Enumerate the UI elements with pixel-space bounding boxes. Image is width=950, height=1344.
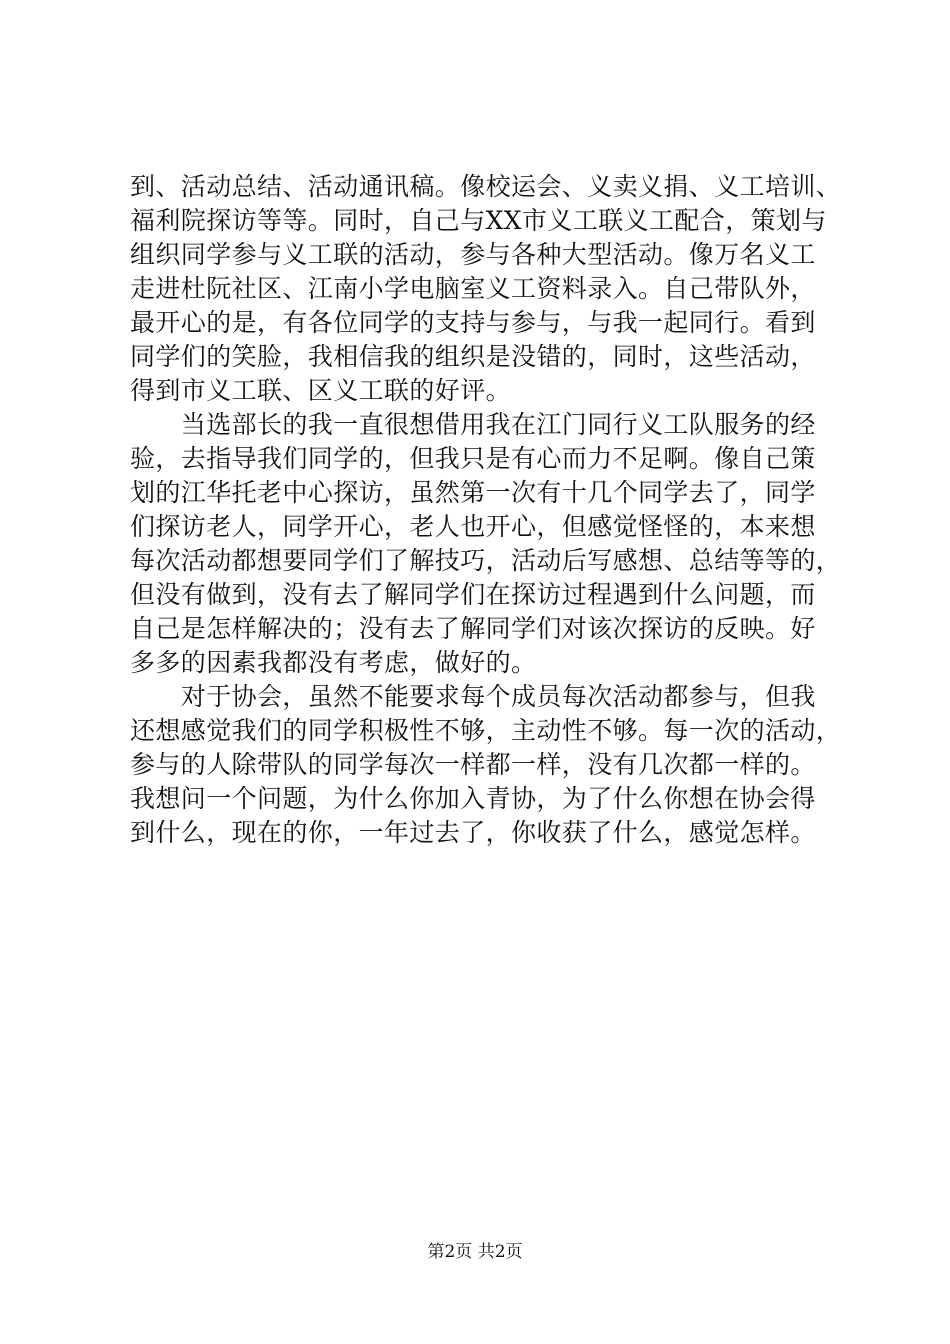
page-footer: 第2页 共2页 bbox=[427, 1242, 523, 1262]
text-line: 还想感觉我们的同学积极性不够，主动性不够。每一次的活动， bbox=[130, 716, 842, 745]
document-body bbox=[130, 170, 850, 850]
text-line: 参与的人除带队的同学每次一样都一样，没有几次都一样的。 bbox=[130, 750, 816, 779]
text-line: 得到市义工联、区义工联的好评。 bbox=[130, 376, 512, 405]
text-line: 但没有做到，没有去了解同学们在探访过程遇到什么问题，而 bbox=[130, 580, 816, 609]
text-line: 多多的因素我都没有考虑，做好的。 bbox=[130, 648, 537, 677]
text-line: 验，去指导我们同学的，但我只是有心而力不足啊。像自己策 bbox=[130, 444, 816, 473]
text-line: 福利院探访等等。同时，自己与XX市义工联义工配合，策划与 bbox=[130, 206, 827, 235]
text-line: 自己是怎样解决的；没有去了解同学们对该次探访的反映。好 bbox=[130, 614, 816, 643]
text-line: 到、活动总结、活动通讯稿。像校运会、义卖义捐、义工培训、 bbox=[130, 172, 842, 201]
text-line: 走进杜阮社区、江南小学电脑室义工资料录入。自己带队外， bbox=[130, 274, 816, 303]
text-line: 划的江华托老中心探访，虽然第一次有十几个同学去了，同学 bbox=[130, 478, 816, 507]
text-line: 最开心的是，有各位同学的支持与参与，与我一起同行。看到 bbox=[130, 308, 816, 337]
text-line: 同学们的笑脸，我相信我的组织是没错的，同时，这些活动， bbox=[130, 342, 816, 371]
text-line: 我想问一个问题，为什么你加入青协，为了什么你想在协会得 bbox=[130, 784, 816, 813]
text-line: 组织同学参与义工联的活动，参与各种大型活动。像万名义工 bbox=[130, 240, 816, 269]
text-line: 到什么，现在的你，一年过去了，你收获了什么，感觉怎样。 bbox=[130, 818, 816, 847]
paragraph-start-line: 当选部长的我一直很想借用我在江门同行义工队服务的经 bbox=[130, 410, 816, 439]
text-line: 们探访老人，同学开心，老人也开心，但感觉怪怪的，本来想 bbox=[130, 512, 816, 541]
text-line: 每次活动都想要同学们了解技巧，活动后写感想、总结等等的， bbox=[130, 546, 842, 575]
paragraph-start-line: 对于协会，虽然不能要求每个成员每次活动都参与，但我 bbox=[130, 682, 816, 711]
